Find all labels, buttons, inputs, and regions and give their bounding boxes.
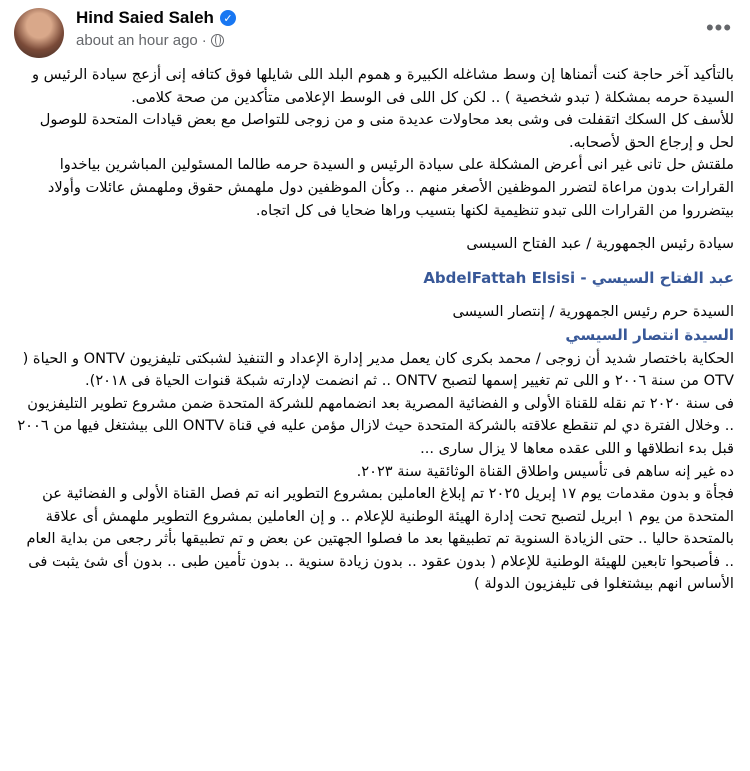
post-header — [14, 4, 736, 60]
post-paragraph: ملقتش حل تانى غير انى أعرض المشكلة على سيادة الرئيس و السيدة حرمه طالما المسئولين المباشرين بياخدوا القرارات بدون مراعاة لتضرر الموظفين الأصغر منهم .. وكأن الموظفين دول ملهمش حقوق وملهمش عائلات وأولاد بيتضرروا من القرارات اللى تبدو تنظيمية لكنها بتسيب وراها ضحايا فى كل اتجاه. — [47, 156, 734, 219]
post-paragraph: الحكاية باختصار شديد أن زوجى / محمد بكرى كان يعمل مدير إدارة الإعداد و التنفيذ لشبكتى تليفزيون ONTV و الحياة ( OTV من سنة ٢٠٠٦ و اللى تم تغيير إسمها لتصبح ONTV .. ثم انضمت لإدارته شبكة قنوات الحياة فى ٢٠١٨). — [22, 349, 734, 390]
verified-badge-icon: ✓ — [220, 10, 236, 26]
author-avatar[interactable] — [14, 8, 64, 58]
mention-line-president — [14, 267, 734, 291]
author-name-row — [76, 8, 236, 28]
post-paragraph: للأسف كل السكك اتقفلت فى وشى بعد محاولات عديدة منى و من زوجى للتواصل مع بعض قيادات المتحدة للوصول لحل و إرجاع الحق لأصحابه. — [39, 111, 734, 151]
mention-president-arabic[interactable]: عبد الفتاح السيسي — [591, 268, 734, 287]
address-first-lady: السيدة حرم رئيس الجمهورية / إنتصار السيسى — [452, 303, 734, 321]
meta-separator: · — [201, 32, 207, 49]
mention-first-lady[interactable]: السيدة انتصار السيسي — [565, 325, 734, 344]
author-name[interactable]: Hind Saied Saleh — [76, 8, 214, 27]
post-paragraph: بالتأكيد آخر حاجة كنت أتمناها إن وسط مشاغله الكبيرة و هموم البلد اللى شايلها فوق كتافه إنى أزعج سيادة الرئيس و السيدة حرمه بمشكلة ( تبدو شخصية ) .. لكن كل اللى فى الوسط الإعلامى متأكدين من صحة كلامى. — [31, 66, 734, 106]
more-options-icon[interactable]: ••• — [705, 15, 733, 40]
post-meta — [76, 32, 224, 49]
mention-line-first-lady — [14, 324, 734, 348]
address-president: سيادة رئيس الجمهورية / عبد الفتاح السيسى — [466, 235, 734, 253]
mention-separator: - — [575, 268, 592, 287]
post-paragraph: فجأة و بدون مقدمات يوم ١٧ إبريل ٢٠٢٥ تم إبلاغ العاملين بمشروع التطوير انه تم فصل القناة الأولى و الفضائية عن المتحدة من يوم ١ ابريل لتصبح تحت إدارة الهيئة الوطنية للإعلام .. و إن العاملين بمشروع التطوير ملهمش أى علاقة بالمتحدة حاليا .. حتى الزيادة السنوية تم تطبيقها بعد ما فصلوا الجهتين عن بعض و تم تطبيقها بأثر رجعى من بداية العام .. فأصبحوا تابعين للهيئة الوطنية للإعلام ( بدون عقود .. بدون زيادة سنوية .. بدون تأمين طبى .. بدون أى شئ يثبت فى الأساس انهم بيشتغلوا فى تليفزيون الدولة ) — [26, 485, 734, 593]
post-paragraph: ده غير إنه ساهم فى تأسيس واطلاق القناة الوثائقية سنة ٢٠٢٣. — [356, 462, 734, 480]
mention-president-english[interactable]: AbdelFattah Elsisi — [423, 268, 576, 287]
post-timestamp[interactable]: about an hour ago — [76, 32, 198, 49]
post-body — [14, 64, 734, 596]
post-paragraph: فى سنة ٢٠٢٠ تم نقله للقناة الأولى و الفضائية المصرية بعد انضمامهم للشركة المتحدة ضمن مشروع تطوير التليفزيون .. وخلال الفترة دي لم تنقطع علاقته بالشركة المتحدة حيث لازال مؤمن عليه في قناة ONTV اللى بيشتغل فيها من ٢٠٠٦ قبل بدء انطلاقها و اللى عقده معاها لا يزال سارى ... — [17, 394, 734, 457]
globe-icon[interactable] — [211, 34, 224, 47]
